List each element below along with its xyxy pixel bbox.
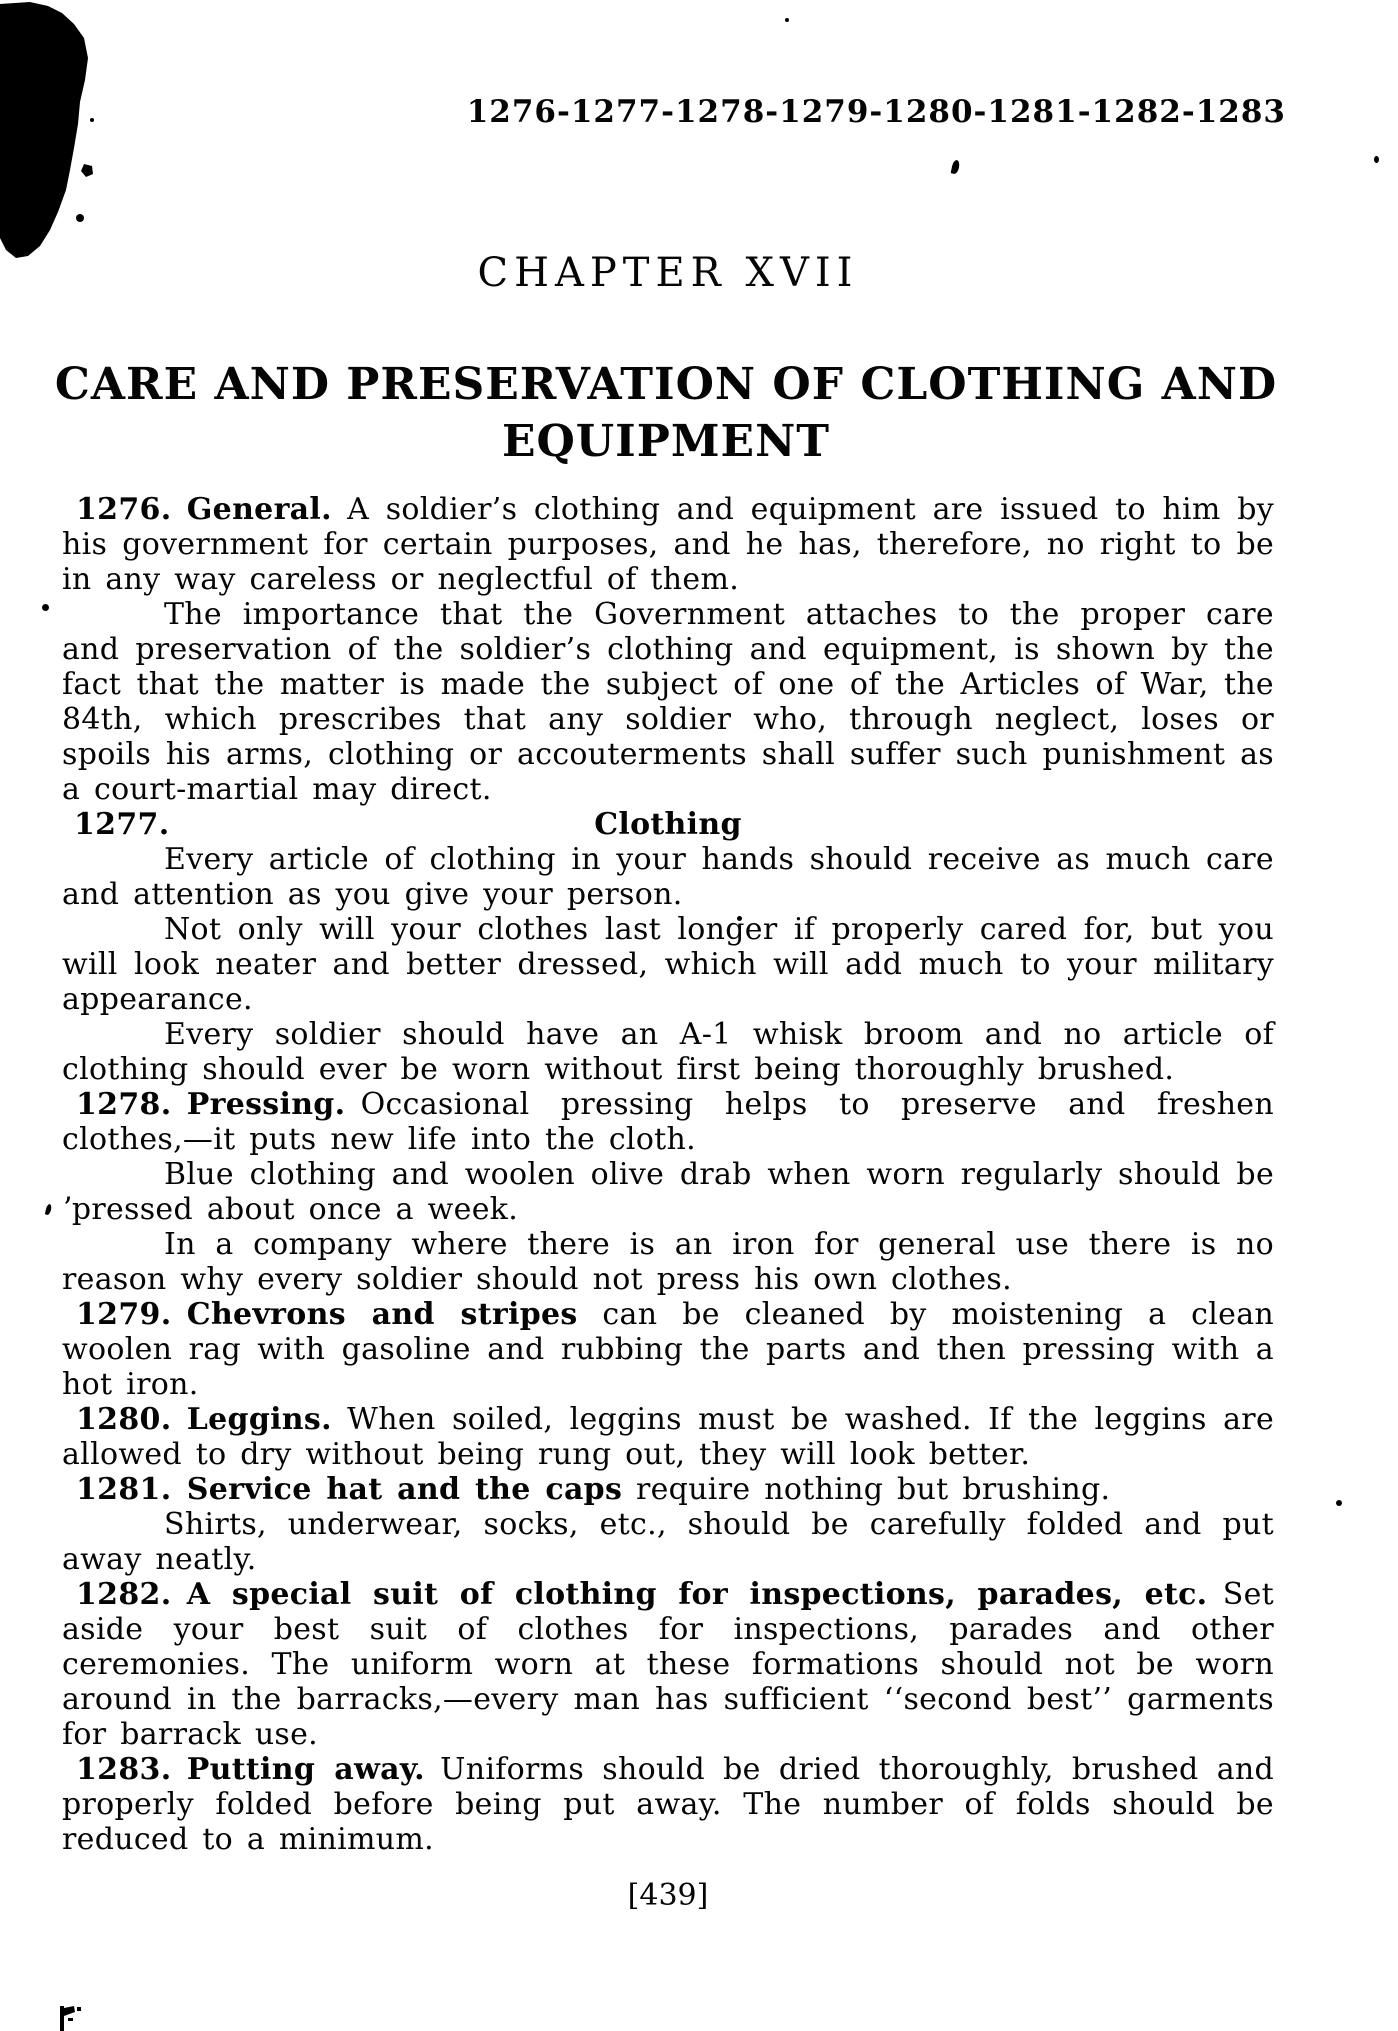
chapter-title: [40, 356, 1292, 470]
page-number: [439]: [627, 1878, 709, 1913]
heading-1277: [62, 807, 1274, 842]
para-1277-a: Every article of clothing in your hands should receive as much care and attention as you give your person.: [62, 842, 1274, 912]
ink-smudge-artifact: [0, 0, 100, 266]
para-1280: 1280. Leggins. When soiled, leggins must be washed. If the leggins are allowed to dry without being rung out, they will look better.: [62, 1402, 1274, 1472]
para-1283: 1283. Putting away. Uniforms should be dried thoroughly, brushed and properly folded before being put away. The number of folds should be reduced to a minimum.: [62, 1752, 1275, 1857]
para-1276: 1276. General. A soldier’s clothing and equipment are issued to him by his government for certain purposes, and he has, therefore, no right to be in any way careless or neglectful of them.: [62, 492, 1274, 597]
body-text-column: [62, 492, 1274, 1857]
para-1282: 1282. A special suit of clothing for inspections, parades, etc. Set aside your best suit of clothes for inspections, parades and other ceremonies. The uniform worn at these formations should not be worn around in the barracks,—every man has sufficient ‘‘second best’’ garments for barrack use.: [62, 1577, 1274, 1752]
scan-speck: [1336, 1500, 1342, 1506]
para-1279: 1279. Chevrons and stripes can be cleaned by moistening a clean woolen rag with gasoline and rubbing the parts and then pressing with a hot iron.: [62, 1297, 1275, 1402]
scan-speck: [45, 1204, 53, 1216]
para-1278: 1278. Pressing. Occasional pressing helps to preserve and freshen clothes,—it puts new life into the cloth.: [62, 1087, 1274, 1157]
para-1277-c: Every soldier should have an A-1 whisk broom and no article of clothing should ever be worn without first being thoroughly brushed.: [62, 1017, 1274, 1087]
running-head-paragraph-numbers: 1276-1277-1278-1279-1280-1281-1282-1283: [466, 94, 1286, 130]
para-1278-a: Blue clothing and woolen olive drab when worn regularly should be ʼpressed about once a week.: [62, 1157, 1274, 1227]
scan-speck: [785, 18, 789, 22]
chapter-title-line1: CARE AND PRESERVATION OF CLOTHING AND: [54, 359, 1278, 410]
heading-1277-title: Clothing: [594, 807, 742, 842]
ink-mark-artifact: [58, 2004, 84, 2031]
chapter-title-line2: EQUIPMENT: [501, 416, 831, 467]
para-1276-continuation: The importance that the Government attaches to the proper care and preservation of the soldier’s clothing and equipment, is shown by the fact that the matter is made the subject of one of the Articles of War, the 84th, which prescribes that any soldier who, through neglect, loses or spoils his arms, clothing or accouterments shall suffer such punishment as a court-martial may direct.: [62, 597, 1274, 807]
para-1281-a: Shirts, underwear, socks, etc., should be carefully folded and put away neatly.: [62, 1507, 1274, 1577]
para-1281: 1281. Service hat and the caps require nothing but brushing.: [76, 1472, 1111, 1507]
para-1277-b: Not only will your clothes last longer if properly cared for, but you will look neater and better dressed, which will add much to your military appearance.: [62, 912, 1274, 1017]
para-1278-b: In a company where there is an iron for general use there is no reason why every soldier should not press his own clothes.: [62, 1227, 1274, 1297]
heading-1277-number: 1277.: [74, 807, 170, 842]
scan-speck: [1374, 156, 1379, 163]
scan-speck: [951, 159, 961, 174]
chapter-heading: CHAPTER XVII: [477, 250, 859, 296]
scan-speck: [42, 604, 49, 611]
